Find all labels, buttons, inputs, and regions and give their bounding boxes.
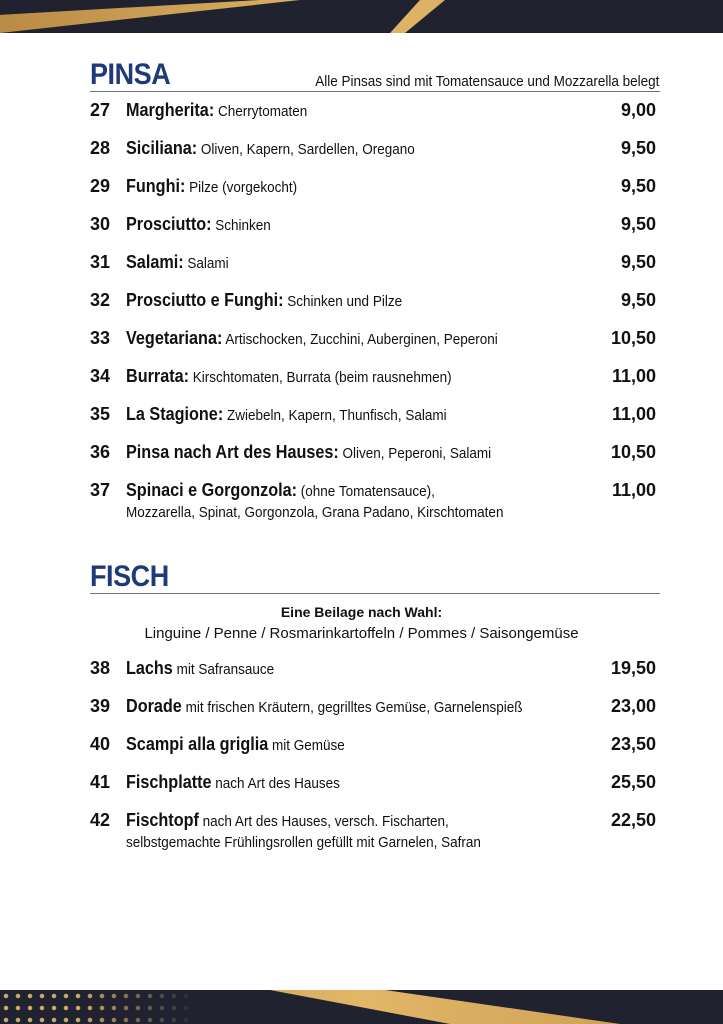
- menu-item: [90, 442, 656, 482]
- item-name: Fischplatte: [126, 772, 212, 792]
- menu-item: [90, 810, 656, 850]
- item-description: [126, 404, 558, 425]
- item-price: 10,50: [610, 328, 656, 348]
- item-number: 39: [90, 696, 111, 716]
- item-description: [126, 810, 558, 851]
- item-ingredients: mit frischen Kräutern, gegrilltes Gemüse, Garnelenspieß: [185, 699, 523, 716]
- item-price: 9,50: [620, 214, 656, 234]
- item-description: [126, 100, 558, 121]
- item-price: 25,50: [610, 772, 656, 792]
- item-price: 9,00: [620, 100, 656, 120]
- menu-item: [90, 214, 656, 254]
- item-number: 32: [90, 290, 111, 310]
- item-description: [126, 658, 558, 679]
- item-number: 30: [90, 214, 111, 234]
- item-number: 38: [90, 658, 111, 678]
- item-number: 27: [90, 100, 111, 120]
- item-ingredients: mit Safransauce: [176, 661, 275, 678]
- item-price: 9,50: [620, 138, 656, 158]
- menu-item: [90, 696, 656, 736]
- item-number: 37: [90, 480, 111, 500]
- item-name: Fischtopf: [126, 810, 199, 830]
- item-price: 9,50: [620, 252, 656, 272]
- menu-item: [90, 290, 656, 330]
- item-name: Pinsa nach Art des Hauses:: [126, 442, 339, 462]
- item-price: 9,50: [620, 176, 656, 196]
- item-name: Burrata:: [126, 366, 190, 386]
- item-description: [126, 480, 558, 521]
- item-description: [126, 734, 558, 755]
- menu-item: [90, 100, 656, 140]
- item-ingredients: Artischocken, Zucchini, Auberginen, Peperoni: [225, 331, 498, 348]
- gold-stripe: [0, 0, 723, 33]
- item-number: 28: [90, 138, 111, 158]
- item-name: Lachs: [126, 658, 173, 678]
- item-ingredients: Oliven, Peperoni, Salami: [342, 445, 492, 462]
- item-number: 40: [90, 734, 111, 754]
- item-description: [126, 772, 558, 793]
- item-ingredients: Oliven, Kapern, Sardellen, Oregano: [200, 141, 415, 158]
- menu-item: [90, 404, 656, 444]
- item-price: 11,00: [611, 404, 656, 424]
- item-description: [126, 138, 558, 159]
- item-name: Scampi alla griglia: [126, 734, 269, 754]
- item-price: 11,00: [611, 366, 656, 386]
- item-ingredients: Zwiebeln, Kapern, Thunfisch, Salami: [226, 407, 447, 424]
- pinsa-note: Alle Pinsas sind mit Tomatensauce und Mozzarella belegt: [314, 73, 659, 90]
- side-dish-title: Eine Beilage nach Wahl:: [280, 604, 443, 620]
- item-price: 23,00: [610, 696, 656, 716]
- item-name: Funghi:: [126, 176, 186, 196]
- section-title-pinsa: PINSA: [90, 58, 171, 91]
- item-number: 36: [90, 442, 111, 462]
- item-price: 23,50: [610, 734, 656, 754]
- item-description: [126, 290, 558, 311]
- item-name: Prosciutto e Funghi:: [126, 290, 284, 310]
- item-ingredients: Salami: [187, 255, 229, 272]
- item-price: 10,50: [610, 442, 656, 462]
- menu-item: [90, 734, 656, 774]
- item-price: 11,00: [611, 480, 656, 500]
- item-name: Spinaci e Gorgonzola:: [126, 480, 298, 500]
- dot-pattern: [0, 990, 200, 1024]
- menu-item: [90, 328, 656, 368]
- item-ingredients: nach Art des Hauses, versch. Fischarten,: [202, 813, 449, 830]
- item-description: [126, 696, 558, 717]
- item-price: 9,50: [620, 290, 656, 310]
- item-ingredients: (ohne Tomatensauce),: [300, 483, 435, 500]
- menu-item: [90, 366, 656, 406]
- item-name: Prosciutto:: [126, 214, 212, 234]
- menu-item: [90, 176, 656, 216]
- item-name: La Stagione:: [126, 404, 224, 424]
- menu-item: [90, 658, 656, 698]
- item-number: 33: [90, 328, 111, 348]
- item-name: Dorade: [126, 696, 182, 716]
- menu-item: [90, 480, 656, 520]
- item-ingredients: Pilze (vorgekocht): [189, 179, 298, 196]
- item-description: [126, 176, 558, 197]
- item-ingredients-line2: Mozzarella, Spinat, Gorgonzola, Grana Padano, Kirschtomaten: [126, 504, 504, 521]
- item-number: 42: [90, 810, 111, 830]
- item-description: [126, 328, 558, 349]
- bottom-banner: [0, 990, 723, 1024]
- item-name: Margherita:: [126, 100, 215, 120]
- item-description: [126, 442, 558, 463]
- item-number: 34: [90, 366, 111, 386]
- menu-item: [90, 138, 656, 178]
- item-number: 31: [90, 252, 111, 272]
- item-description: [126, 214, 558, 235]
- divider: [90, 593, 660, 594]
- menu-item: [90, 772, 656, 812]
- item-description: [126, 366, 558, 387]
- divider: [90, 91, 660, 92]
- menu-item: [90, 252, 656, 292]
- top-banner: [0, 0, 723, 33]
- item-ingredients-line2: selbstgemachte Frühlingsrollen gefüllt mit Garnelen, Safran: [126, 834, 481, 851]
- item-number: 35: [90, 404, 111, 424]
- item-number: 29: [90, 176, 111, 196]
- item-ingredients: Cherrytomaten: [217, 103, 308, 120]
- item-name: Salami:: [126, 252, 184, 272]
- item-name: Vegetariana:: [126, 328, 223, 348]
- section-title-fisch: FISCH: [90, 560, 169, 593]
- item-name: Siciliana:: [126, 138, 198, 158]
- item-ingredients: Schinken und Pilze: [287, 293, 403, 310]
- item-ingredients: Schinken: [215, 217, 271, 234]
- item-ingredients: mit Gemüse: [272, 737, 345, 754]
- item-description: [126, 252, 558, 273]
- item-number: 41: [90, 772, 111, 792]
- item-ingredients: Kirschtomaten, Burrata (beim rausnehmen): [192, 369, 452, 386]
- item-ingredients: nach Art des Hauses: [215, 775, 340, 792]
- side-dish-options: Linguine / Penne / Rosmarinkartoffeln / Pommes / Saisongemüse: [144, 625, 579, 642]
- item-price: 22,50: [610, 810, 656, 830]
- item-price: 19,50: [610, 658, 656, 678]
